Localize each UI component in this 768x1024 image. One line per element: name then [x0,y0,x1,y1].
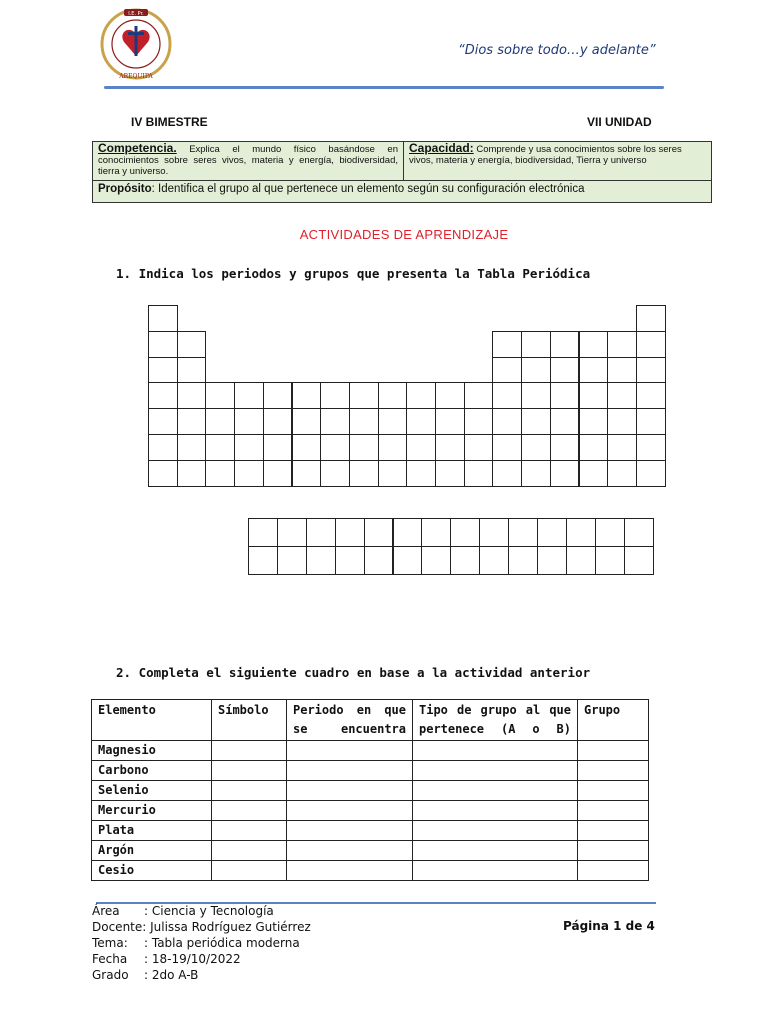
symbol-cell[interactable] [212,741,287,761]
competency-table [92,141,712,203]
empty-element-cell[interactable] [349,382,379,409]
empty-element-cell[interactable] [248,518,278,547]
empty-element-cell[interactable] [537,546,567,575]
table-body [92,741,649,881]
activities-title: ACTIVIDADES DE APRENDIZAJE [299,227,509,242]
empty-element-cell[interactable] [205,460,235,487]
svg-text:I.E. Pr.: I.E. Pr. [128,11,144,17]
empty-element-cell[interactable] [521,460,551,487]
group-cell[interactable] [578,781,649,801]
empty-element-cell[interactable] [450,518,480,547]
area-value: : Ciencia y Tecnología [144,904,274,918]
motto: “Dios sobre todo…y adelante” [458,43,656,58]
proposito-label: Propósito [98,183,152,195]
empty-element-cell[interactable] [607,434,637,461]
empty-element-cell[interactable] [636,408,666,435]
table-row [92,801,649,821]
empty-element-cell[interactable] [435,382,465,409]
empty-element-cell[interactable] [306,518,336,547]
empty-element-cell[interactable] [234,382,264,409]
period-cell[interactable] [287,861,413,881]
element-name-cell: Cesio [92,861,212,881]
element-name-cell: Argón [92,841,212,861]
capacidad-label: Capacidad: [409,141,474,155]
empty-element-cell[interactable] [492,331,522,358]
group-type-cell[interactable] [413,801,578,821]
empty-element-cell[interactable] [393,546,423,575]
empty-element-cell[interactable] [263,382,293,409]
empty-element-cell[interactable] [421,518,451,547]
empty-element-cell[interactable] [479,518,509,547]
empty-element-cell[interactable] [277,518,307,547]
symbol-cell[interactable] [212,861,287,881]
empty-element-cell[interactable] [234,434,264,461]
header-elemento: Elemento [92,700,212,741]
table-row [92,741,649,761]
area-key: Área [92,904,120,918]
table-row [92,761,649,781]
empty-element-cell[interactable] [508,546,538,575]
empty-element-cell[interactable] [435,408,465,435]
empty-element-cell[interactable] [148,434,178,461]
empty-element-cell[interactable] [306,546,336,575]
empty-element-cell[interactable] [607,357,637,384]
empty-element-cell[interactable] [335,518,365,547]
empty-element-cell[interactable] [234,408,264,435]
empty-element-cell[interactable] [177,357,207,384]
docente-value: : Julissa Rodríguez Gutiérrez [142,920,311,934]
group-type-cell[interactable] [413,781,578,801]
empty-element-cell[interactable] [521,382,551,409]
elements-table [91,699,649,881]
footer-info [92,903,311,983]
empty-element-cell[interactable] [320,408,350,435]
empty-element-cell[interactable] [406,408,436,435]
empty-element-cell[interactable] [550,331,580,358]
symbol-cell[interactable] [212,781,287,801]
empty-element-cell[interactable] [320,434,350,461]
docente-key: Docente [92,920,143,934]
lanthanide-actinide-grid [248,518,656,576]
empty-element-cell[interactable] [205,382,235,409]
empty-element-cell[interactable] [521,434,551,461]
question-2: 2. Completa el siguiente cuadro en base a la actividad anterior [116,665,591,680]
proposito-text: : Identifica el grupo al que pertenece un elemento según su configuración electrónica [151,183,585,195]
table-row [92,781,649,801]
symbol-cell[interactable] [212,761,287,781]
empty-element-cell[interactable] [292,434,322,461]
group-cell[interactable] [578,821,649,841]
empty-element-cell[interactable] [205,408,235,435]
grado-key: Grado [92,968,129,982]
empty-element-cell[interactable] [378,408,408,435]
empty-element-cell[interactable] [406,434,436,461]
header-simbolo: Símbolo [212,700,287,741]
empty-element-cell[interactable] [349,460,379,487]
empty-element-cell[interactable] [148,408,178,435]
empty-element-cell[interactable] [607,331,637,358]
competencia-label: Competencia. [98,141,177,155]
empty-element-cell[interactable] [292,460,322,487]
empty-element-cell[interactable] [148,460,178,487]
empty-element-cell[interactable] [579,460,609,487]
table-row [92,841,649,861]
header-tipo-grupo: Tipo de grupo al que pertenece (A o B) [413,700,578,741]
empty-element-cell[interactable] [177,434,207,461]
empty-element-cell[interactable] [492,382,522,409]
empty-element-cell[interactable] [435,460,465,487]
empty-element-cell[interactable] [148,382,178,409]
empty-element-cell[interactable] [537,518,567,547]
empty-element-cell[interactable] [248,546,278,575]
empty-element-cell[interactable] [492,460,522,487]
empty-element-cell[interactable] [492,357,522,384]
table-row [92,861,649,881]
bimestre-label: IV BIMESTRE [131,115,208,129]
empty-element-cell[interactable] [595,546,625,575]
empty-element-cell[interactable] [378,382,408,409]
empty-element-cell[interactable] [521,331,551,358]
page-number: Página 1 de 4 [563,919,655,933]
symbol-cell[interactable] [212,841,287,861]
empty-element-cell[interactable] [263,408,293,435]
empty-element-cell[interactable] [636,305,666,332]
tema-value: : Tabla periódica moderna [144,936,300,950]
empty-element-cell[interactable] [364,546,394,575]
empty-element-cell[interactable] [579,408,609,435]
group-type-cell[interactable] [413,821,578,841]
empty-element-cell[interactable] [579,382,609,409]
period-cell[interactable] [287,761,413,781]
empty-element-cell[interactable] [464,408,494,435]
empty-element-cell[interactable] [607,382,637,409]
competencia-cell [93,142,404,181]
empty-element-cell[interactable] [292,382,322,409]
empty-element-cell[interactable] [636,357,666,384]
empty-element-cell[interactable] [320,460,350,487]
competencia-text: Explica el mundo físico basándose en conocimientos sobre seres vivos, materia y energía, biodiversidad, tierra y universo. [98,144,398,177]
empty-element-cell[interactable] [550,434,580,461]
element-name-cell: Plata [92,821,212,841]
empty-element-cell[interactable] [435,434,465,461]
group-type-cell[interactable] [413,741,578,761]
empty-element-cell[interactable] [521,357,551,384]
unidad-label: VII UNIDAD [587,115,652,129]
empty-element-cell[interactable] [406,382,436,409]
empty-element-cell[interactable] [492,434,522,461]
empty-element-cell[interactable] [508,518,538,547]
empty-element-cell[interactable] [277,546,307,575]
group-type-cell[interactable] [413,761,578,781]
empty-element-cell[interactable] [566,546,596,575]
empty-element-cell[interactable] [421,546,451,575]
grado-value: : 2do A-B [144,968,199,982]
empty-element-cell[interactable] [177,382,207,409]
empty-element-cell[interactable] [464,434,494,461]
empty-element-cell[interactable] [607,460,637,487]
empty-element-cell[interactable] [636,331,666,358]
empty-element-cell[interactable] [177,408,207,435]
element-name-cell: Selenio [92,781,212,801]
empty-element-cell[interactable] [148,331,178,358]
empty-element-cell[interactable] [263,434,293,461]
empty-element-cell[interactable] [349,408,379,435]
empty-element-cell[interactable] [450,546,480,575]
empty-element-cell[interactable] [349,434,379,461]
symbol-cell[interactable] [212,821,287,841]
school-logo [100,6,172,84]
empty-element-cell[interactable] [636,434,666,461]
empty-element-cell[interactable] [177,331,207,358]
empty-element-cell[interactable] [406,460,436,487]
element-name-cell: Mercurio [92,801,212,821]
capacidad-cell [404,142,711,181]
period-cell[interactable] [287,741,413,761]
header-periodo: Periodo en que se encuentra [287,700,413,741]
empty-element-cell[interactable] [479,546,509,575]
empty-element-cell[interactable] [624,546,654,575]
group-cell[interactable] [578,861,649,881]
tema-key: Tema: [92,936,128,950]
empty-element-cell[interactable] [177,460,207,487]
empty-element-cell[interactable] [292,408,322,435]
empty-element-cell[interactable] [579,331,609,358]
empty-element-cell[interactable] [579,357,609,384]
group-cell[interactable] [578,741,649,761]
empty-element-cell[interactable] [595,518,625,547]
svg-text:AREQUIPA: AREQUIPA [119,73,153,80]
group-cell[interactable] [578,841,649,861]
question-1: 1. Indica los periodos y grupos que presenta la Tabla Periódica [116,266,591,281]
empty-element-cell[interactable] [624,518,654,547]
empty-element-cell[interactable] [364,518,394,547]
header-divider [104,86,664,89]
empty-element-cell[interactable] [148,305,178,332]
empty-element-cell[interactable] [464,382,494,409]
proposito-cell [93,181,711,202]
empty-element-cell[interactable] [566,518,596,547]
period-cell[interactable] [287,781,413,801]
empty-element-cell[interactable] [378,460,408,487]
symbol-cell[interactable] [212,801,287,821]
fecha-value: : 18-19/10/2022 [144,952,241,966]
header-grupo: Grupo [578,700,649,741]
empty-element-cell[interactable] [607,408,637,435]
element-name-cell: Carbono [92,761,212,781]
table-row [92,821,649,841]
group-cell[interactable] [578,801,649,821]
empty-element-cell[interactable] [550,408,580,435]
empty-element-cell[interactable] [393,518,423,547]
empty-element-cell[interactable] [550,382,580,409]
group-type-cell[interactable] [413,841,578,861]
group-type-cell[interactable] [413,861,578,881]
capacidad-text: Comprende y usa conocimientos sobre los seres vivos, materia y energía, biodiversidad, Tierra y universo [409,144,682,166]
table-header-row [92,700,649,741]
fecha-key: Fecha [92,952,128,966]
empty-element-cell[interactable] [378,434,408,461]
empty-element-cell[interactable] [521,408,551,435]
empty-element-cell[interactable] [205,434,235,461]
empty-element-cell[interactable] [148,357,178,384]
period-cell[interactable] [287,801,413,821]
empty-element-cell[interactable] [579,434,609,461]
period-cell[interactable] [287,841,413,861]
empty-element-cell[interactable] [263,460,293,487]
empty-element-cell[interactable] [492,408,522,435]
group-cell[interactable] [578,761,649,781]
element-name-cell: Magnesio [92,741,212,761]
empty-element-cell[interactable] [335,546,365,575]
empty-element-cell[interactable] [320,382,350,409]
empty-element-cell[interactable] [464,460,494,487]
periodic-table-grid [148,305,666,490]
empty-element-cell[interactable] [550,357,580,384]
empty-element-cell[interactable] [636,382,666,409]
period-cell[interactable] [287,821,413,841]
empty-element-cell[interactable] [550,460,580,487]
empty-element-cell[interactable] [234,460,264,487]
empty-element-cell[interactable] [636,460,666,487]
